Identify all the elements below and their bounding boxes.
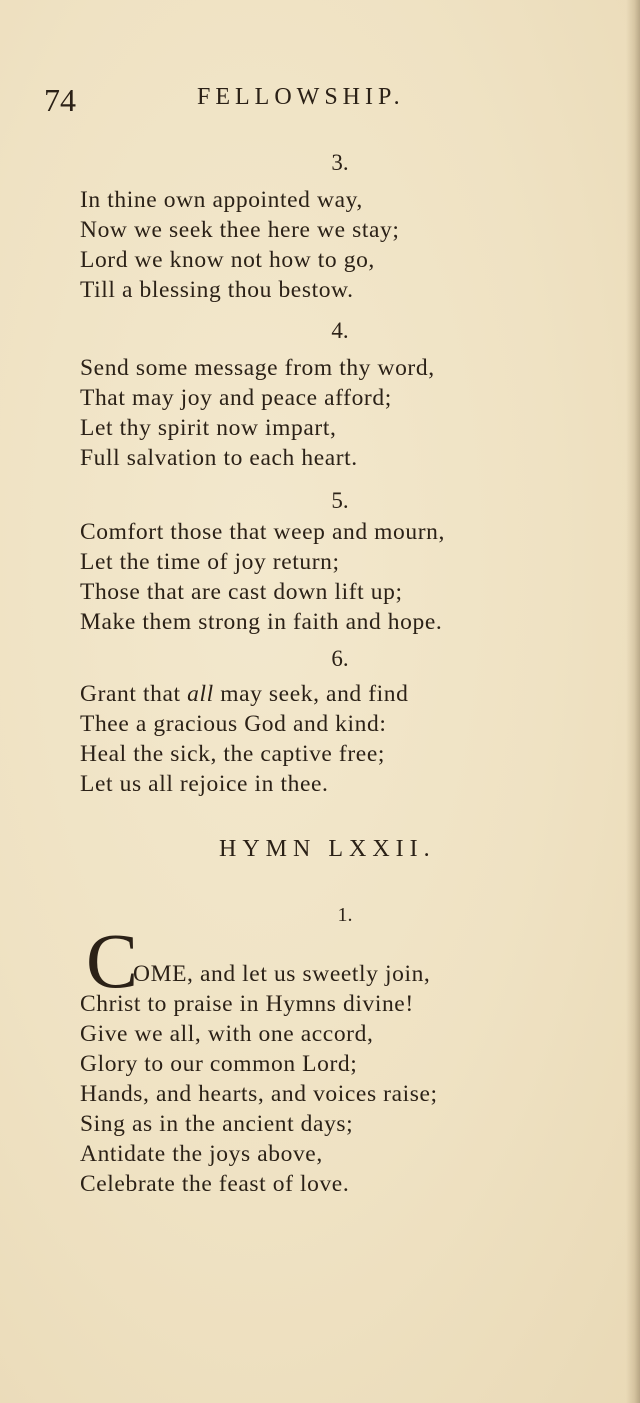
verse-line: Comfort those that weep and mourn,: [80, 519, 445, 545]
verse-line: Now we seek thee here we stay;: [80, 217, 400, 243]
verse-line: In thine own appointed way,: [80, 187, 363, 213]
verse-line: Those that are cast down lift up;: [80, 579, 403, 605]
verse-line: Send some message from thy word,: [80, 355, 435, 381]
verse-line: Lord we know not how to go,: [80, 247, 375, 273]
verse-line: Let us all rejoice in thee.: [80, 771, 329, 797]
verse-line: Thee a gracious God and kind:: [80, 711, 387, 737]
verse-line: Till a blessing thou bestow.: [80, 277, 354, 303]
verse-line: Glory to our common Lord;: [80, 1051, 358, 1077]
stanza-number: 6.: [331, 646, 349, 671]
verse-line: Full salvation to each heart.: [80, 445, 358, 471]
page-edge-shadow: [626, 0, 640, 1403]
hymn-title: HYMN LXXII.: [219, 836, 436, 862]
verse-line: Let thy spirit now impart,: [80, 415, 337, 441]
verse-line: That may joy and peace afford;: [80, 385, 392, 411]
verse-line: Antidate the joys above,: [80, 1141, 323, 1167]
verse-line: Hands, and hearts, and voices raise;: [80, 1081, 438, 1107]
verse-line: Grant that all may seek, and find: [80, 681, 409, 707]
verse-line: Sing as in the ancient days;: [80, 1111, 354, 1137]
verse-line: Christ to praise in Hymns divine!: [80, 991, 414, 1017]
verse-line: OME, and let us sweetly join,: [133, 961, 431, 987]
verse-line: Give we all, with one accord,: [80, 1021, 374, 1047]
stanza-number: 5.: [331, 488, 349, 513]
drop-cap: C: [86, 917, 139, 1004]
verse-line: Let the time of joy return;: [80, 549, 340, 575]
verse-line: Celebrate the feast of love.: [80, 1171, 350, 1197]
stanza-number: 4.: [331, 318, 349, 343]
stanza-number: 1.: [337, 904, 353, 926]
page-header: [44, 82, 544, 122]
verse-line: Heal the sick, the captive free;: [80, 741, 385, 767]
emphasis-word: all: [187, 681, 214, 707]
verse-line: Make them strong in faith and hope.: [80, 609, 443, 635]
running-title: FELLOWSHIP.: [197, 84, 405, 110]
page-number: 74: [44, 82, 76, 118]
stanza-number: 3.: [331, 150, 349, 175]
